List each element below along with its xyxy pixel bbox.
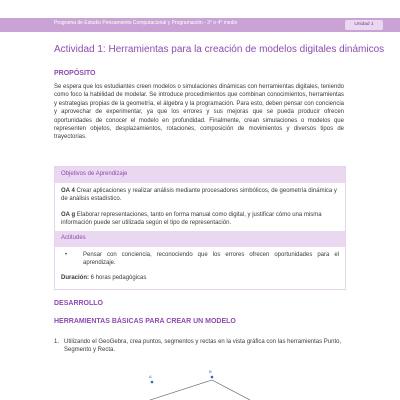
objectives-box — [54, 166, 346, 290]
page-title: Actividad 1: Herramientas para la creación de modelos digitales dinámicos — [54, 44, 385, 55]
oa4-text: Crear aplicaciones y realizar análisis mediante procesadores simbólicos, de geometría dinámica y de análisis estadístico. — [61, 188, 337, 202]
proposito-paragraph: Se espera que los estudiantes creen modelos o simulaciones dinámicas con herramientas digitales, teniendo como foco la habilidad de modelar. Se introduce procedimientos que combinan conocimientos, herramientas y estrategias propias de la geometría, el álgebra y la programación. Para esto, deben pensar con conciencia y aprovechar de experimentar, ya que los errores y sus mejoras que se pueda producir ofrecen oportunidades de conocer el modelo en profundidad. Finalmente, crean simulaciones o modelos que representen objetos, desplazamientos, rotaciones, composición de movimientos y diversos tipos de trayectorias. — [54, 84, 344, 141]
duration-label: Duración: — [61, 275, 90, 281]
geo-point-b — [211, 376, 214, 379]
oa4-code: OA 4 — [61, 188, 75, 194]
item-1-text: Utilizando el GeoGebra, crea puntos, segmentos y rectas en la vista gráfica con las herramientas Punto, Segmento y Recta. — [64, 339, 342, 354]
actitud-text: Pensar con conciencia, reconociendo que los errores ofrecen oportunidades para el aprendizaje. — [83, 252, 339, 266]
objectives-bar-label: Objetivos de Aprendizaje — [61, 171, 128, 177]
duration-line — [61, 275, 146, 281]
unit-badge: Unidad 1 — [345, 20, 383, 30]
geo-line-ab — [150, 380, 212, 400]
proposito-heading: PROPÓSITO — [54, 70, 96, 77]
geogebra-figure — [0, 360, 400, 400]
objectives-bar — [55, 167, 345, 183]
header-program-text: Programa de Estudio Pensamiento Computacional y Programación - 3° o 4° medio — [54, 20, 238, 26]
actitudes-bar — [55, 231, 345, 247]
oa4-item — [61, 187, 339, 203]
desarrollo-heading: DESARROLLO — [54, 300, 103, 307]
actitudes-bar-label: Actitudes — [61, 235, 86, 241]
herramientas-heading: HERRAMIENTAS BÁSICAS PARA CREAR UN MODELO — [54, 318, 236, 325]
geo-point-a — [151, 381, 154, 384]
duration-value: 6 horas pedagógicas — [89, 275, 147, 281]
oag-code: OA g — [61, 212, 76, 218]
geo-point-a-label: A — [149, 374, 152, 379]
oag-item — [61, 211, 339, 227]
geo-segment-b — [212, 380, 250, 400]
geo-point-b-label: B — [209, 369, 212, 374]
bullet-icon: • — [65, 252, 68, 258]
item-1-marker: 1. — [54, 339, 60, 345]
oag-text: Elaborar representaciones, tanto en forma manual como digital, y justificar cómo una misma información puede ser utilizada según el tipo de representación. — [61, 212, 322, 226]
header-bar — [0, 18, 400, 32]
